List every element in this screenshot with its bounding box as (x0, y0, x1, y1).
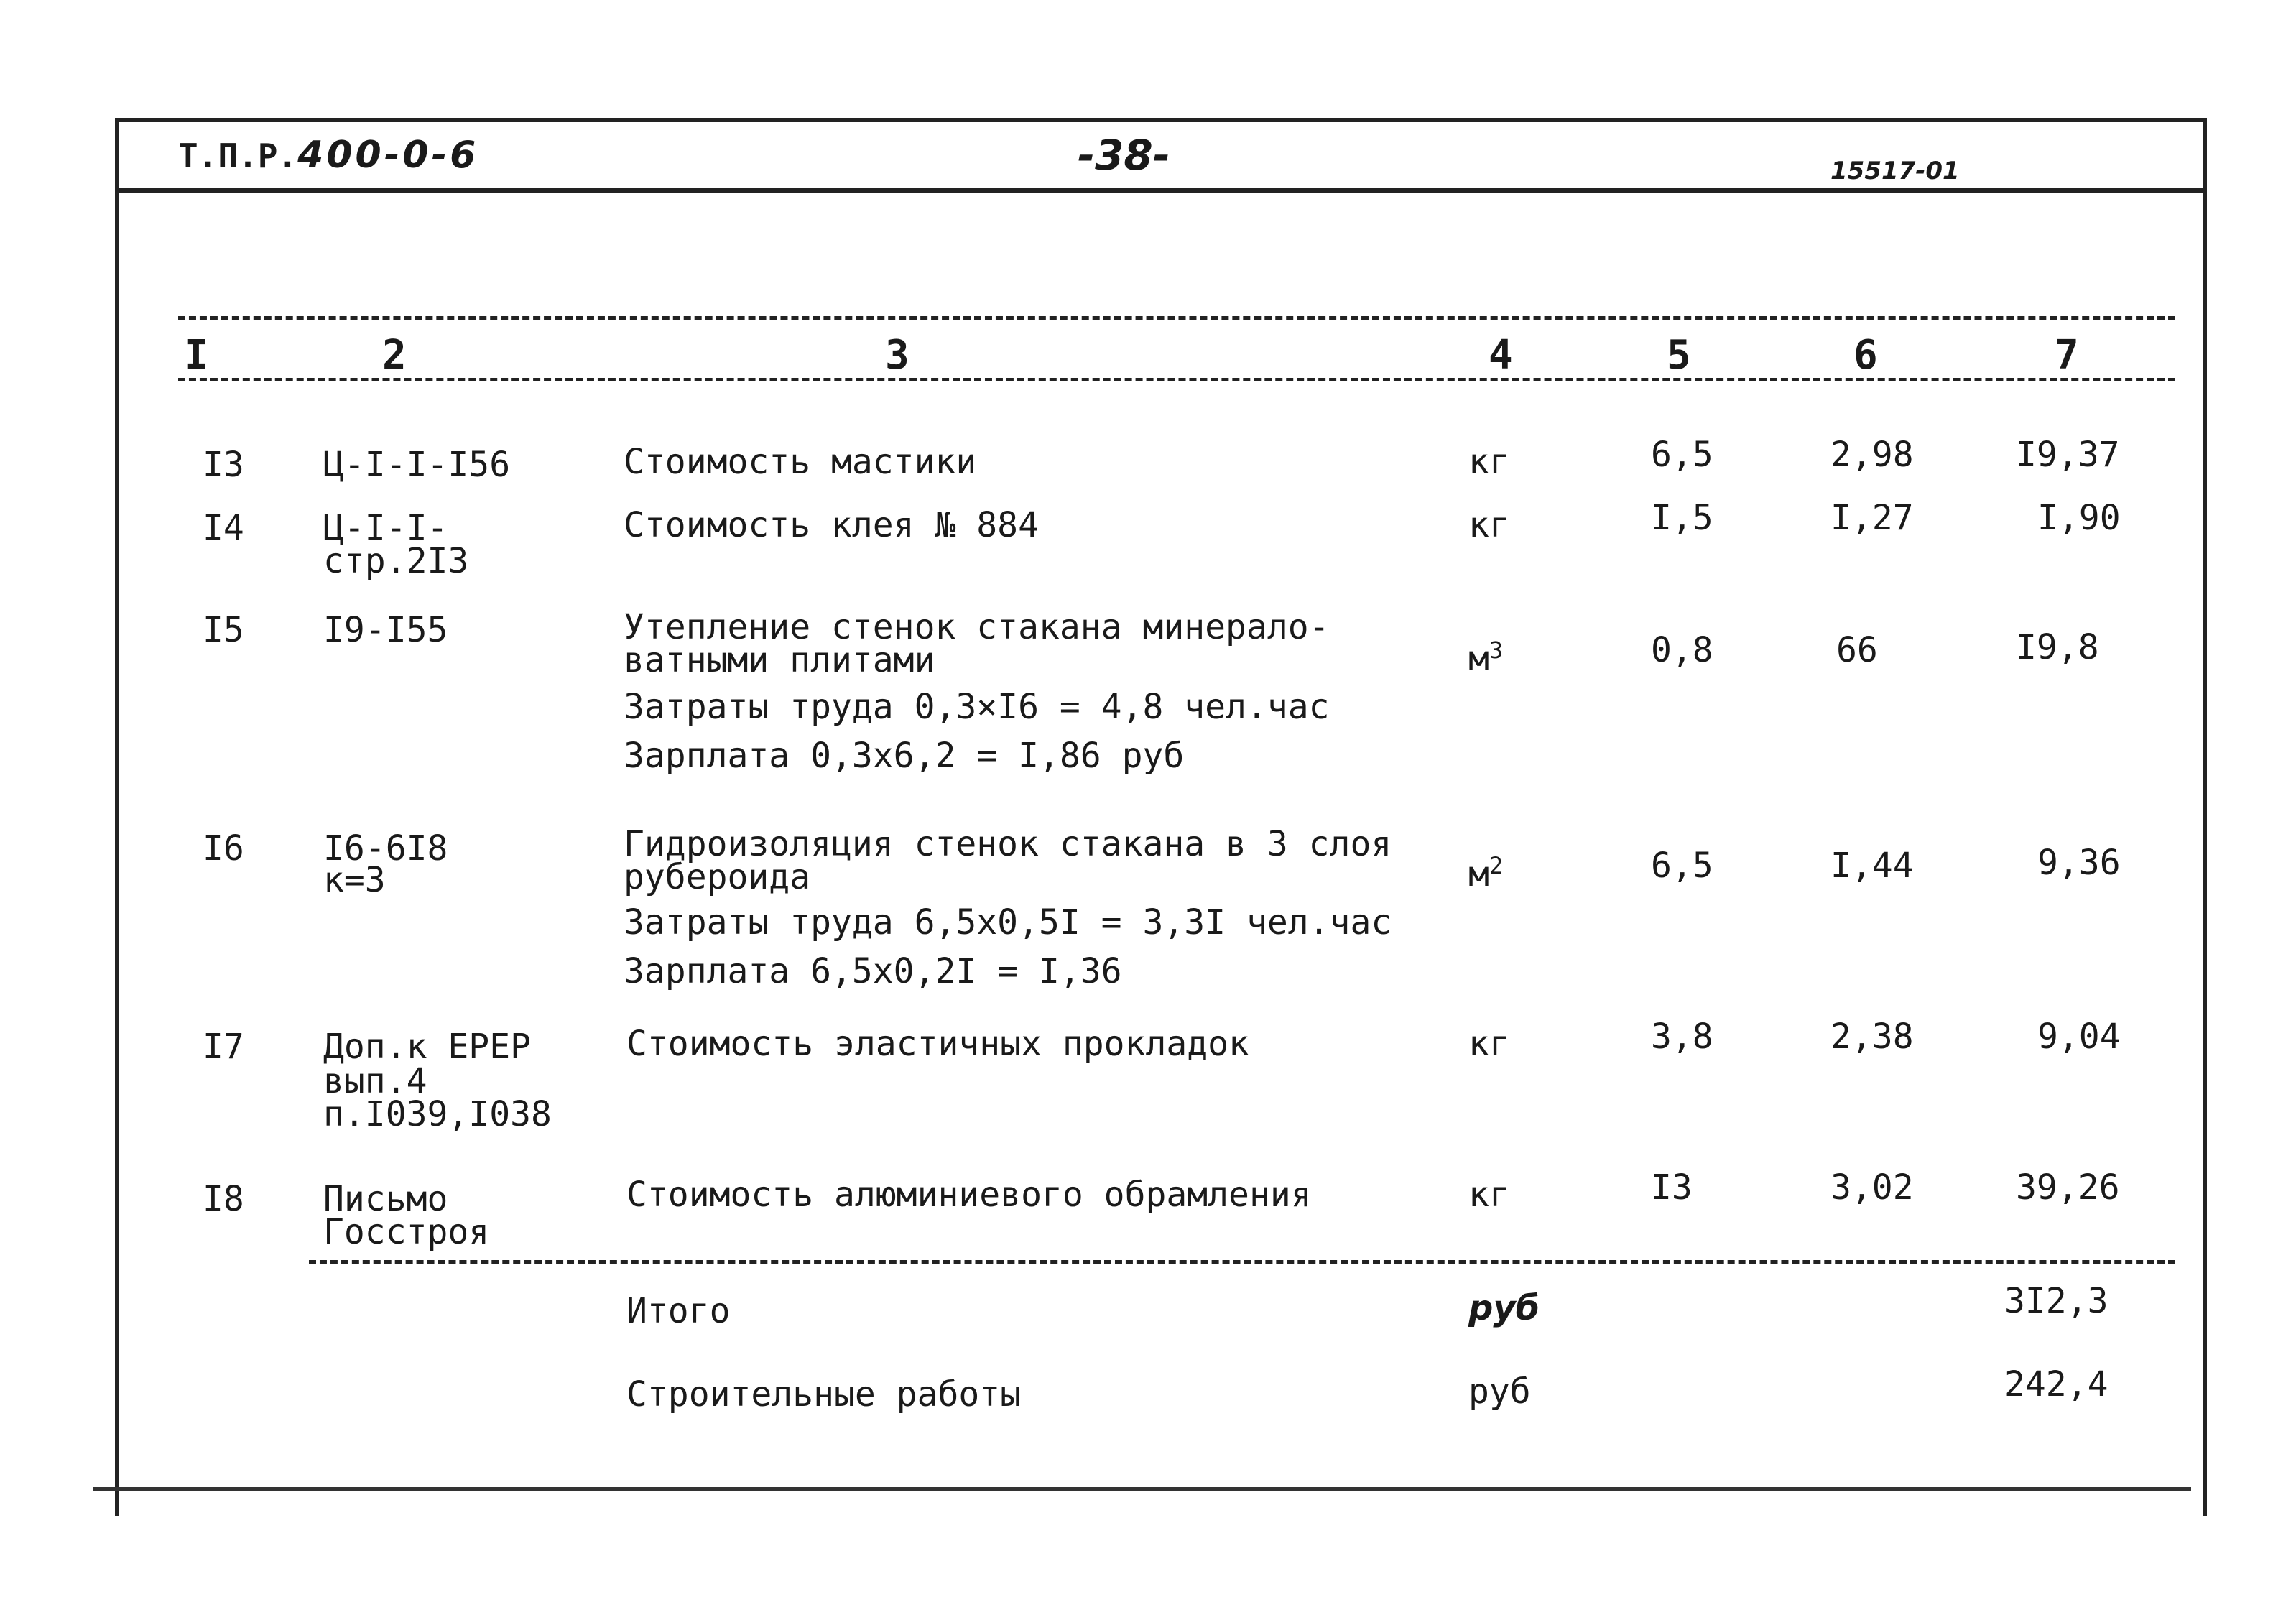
document-frame (115, 118, 2207, 1516)
row-unit: кг (1468, 1175, 1510, 1215)
bottom-divider (93, 1487, 2191, 1491)
row-reference: Ц-I-I- (323, 508, 448, 548)
row-price: 2,98 (1830, 435, 1914, 475)
total-label: Строительные работы (626, 1374, 1022, 1415)
document-code-prefix: Т.П.Р. (178, 136, 298, 175)
row-total: 9,36 (2037, 843, 2121, 883)
row-unit: кг (1468, 505, 1510, 545)
row-total: 39,26 (2016, 1167, 2120, 1208)
column-number-1: I (184, 332, 208, 379)
totals-rule (309, 1260, 2175, 1264)
row-reference: Ц-I-I-I56 (323, 445, 511, 485)
row-description: Стоимость мастики (624, 442, 977, 482)
row-price: 2,38 (1830, 1017, 1914, 1057)
column-number-6: 6 (1853, 332, 1878, 379)
total-value: 242,4 (2004, 1364, 2108, 1404)
column-number-2: 2 (382, 332, 407, 379)
row-quantity: I,5 (1651, 498, 1713, 538)
row-price: 3,02 (1830, 1167, 1914, 1208)
row-total: I,90 (2037, 498, 2121, 538)
labor-cost-note: Затраты труда 0,3×I6 = 4,8 чел.час (624, 687, 1330, 727)
column-number-3: 3 (885, 332, 909, 379)
row-reference: I6-6I8 (323, 828, 448, 869)
column-number-5: 5 (1667, 332, 1691, 379)
total-unit: руб (1468, 1371, 1531, 1412)
document-code-number: 400-0-6 (297, 134, 479, 177)
row-description-line-2: ватными плитами (624, 640, 935, 680)
page-number: -38- (1078, 131, 1170, 180)
column-number-rule (178, 378, 2175, 381)
row-reference-line-2: вып.4 (323, 1061, 427, 1101)
row-quantity: 3,8 (1651, 1017, 1713, 1057)
wage-note: Зарплата 0,3х6,2 = I,86 руб (624, 736, 1185, 776)
row-total: I9,37 (2016, 435, 2120, 475)
row-reference-line-2: к=3 (323, 860, 386, 900)
row-number: I3 (203, 445, 244, 485)
header-divider (115, 188, 2207, 193)
row-reference-line-3: п.I039,I038 (323, 1094, 552, 1134)
row-number: I8 (203, 1179, 244, 1219)
row-reference-line-2: Госстроя (323, 1212, 490, 1252)
row-quantity: 6,5 (1651, 846, 1713, 886)
row-total: 9,04 (2037, 1017, 2121, 1057)
document-code (178, 134, 478, 177)
column-number-4: 4 (1489, 332, 1513, 379)
row-price: I,44 (1830, 846, 1914, 886)
total-value: 3I2,3 (2004, 1281, 2108, 1321)
row-description-line-2: рубероида (624, 857, 811, 897)
row-number: I4 (203, 508, 244, 548)
row-quantity: 0,8 (1651, 630, 1713, 670)
total-label: Итого (626, 1291, 731, 1331)
labor-cost-note: Затраты труда 6,5х0,5I = 3,3I чел.час (624, 902, 1392, 943)
row-reference: Письмо (323, 1179, 448, 1219)
total-unit: руб (1468, 1288, 1540, 1328)
row-number: I5 (203, 610, 244, 650)
row-number: I7 (203, 1027, 244, 1067)
row-description: Гидроизоляция стенок стакана в 3 слоя (624, 824, 1392, 864)
row-unit: $м^3$ (1468, 637, 1504, 679)
row-total: I9,8 (2016, 627, 2099, 667)
row-description: Стоимость эластичных прокладок (626, 1024, 1249, 1064)
wage-note: Зарплата 6,5х0,2I = I,36 (624, 951, 1122, 991)
row-quantity: 6,5 (1651, 435, 1713, 475)
row-unit: кг (1468, 1024, 1510, 1064)
row-price: I,27 (1830, 498, 1914, 538)
row-description: Утепление стенок стакана минерало- (624, 607, 1330, 647)
row-description: Стоимость клея № 884 (624, 505, 1039, 545)
row-price: 66 (1836, 630, 1878, 670)
row-reference: Доп.к ЕРЕР (323, 1027, 531, 1067)
row-description: Стоимость алюминиевого обрамления (626, 1175, 1312, 1215)
row-reference: I9-I55 (323, 610, 448, 650)
row-unit: $м^2$ (1468, 852, 1504, 894)
row-unit: кг (1468, 442, 1510, 482)
archive-number: 15517-01 (1830, 157, 1960, 185)
row-quantity: I3 (1651, 1167, 1693, 1208)
row-reference-line-2: стр.2I3 (323, 541, 469, 581)
table-top-rule (178, 316, 2175, 320)
column-number-7: 7 (2055, 332, 2079, 379)
row-number: I6 (203, 828, 244, 869)
